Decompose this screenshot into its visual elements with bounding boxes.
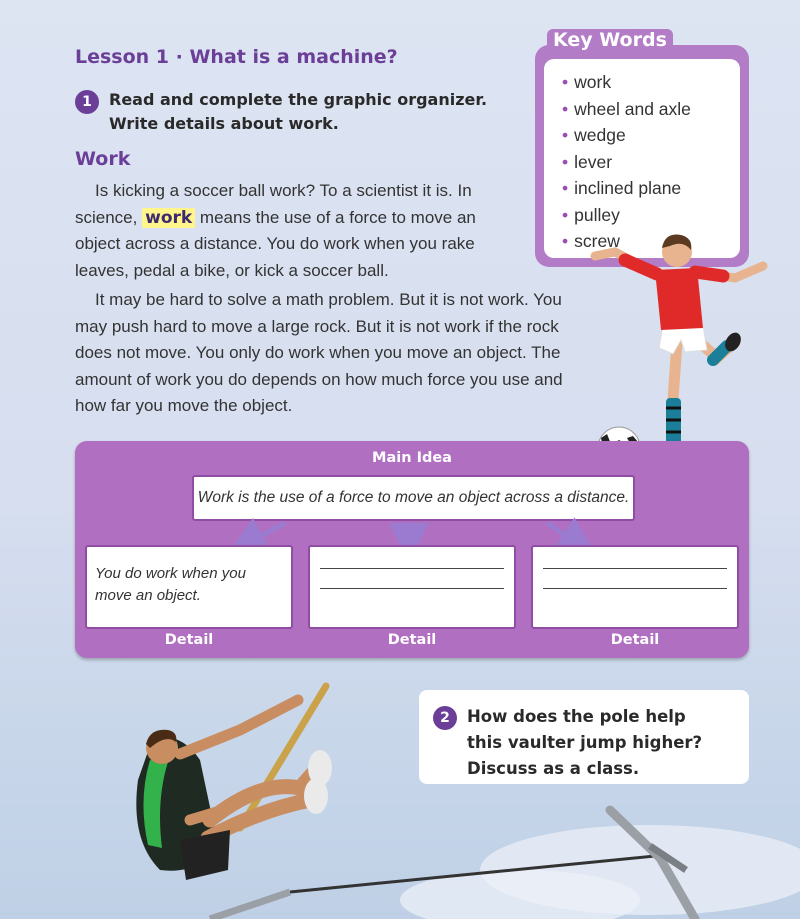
answer-line[interactable] — [320, 588, 504, 589]
detail-box-2[interactable] — [308, 545, 516, 629]
key-word-item: • screw — [562, 228, 740, 255]
graphic-organizer — [75, 441, 749, 658]
detail-label-2: Detail — [387, 632, 437, 648]
lesson-title: Lesson 1 · What is a machine? — [75, 46, 398, 68]
activity-1-instruction: Read and complete the graphic organizer. Write details about work. — [109, 90, 488, 133]
answer-line[interactable] — [543, 588, 727, 589]
arrow-left — [245, 523, 285, 545]
activity-2-number: 2 — [433, 706, 457, 730]
arrow-right — [547, 523, 580, 545]
detail-label-3: Detail — [610, 632, 660, 648]
detail-label-1: Detail — [164, 632, 214, 648]
activity-1 — [75, 88, 495, 136]
detail-box-1 — [85, 545, 293, 629]
paragraph-1: Is kicking a soccer ball work? To a scientist it is. In science, work means the use of a force to move an object across a distance. You do work when you rake leaves, pedal a bike, or kick a soccer ball. — [75, 181, 476, 280]
key-word-item: • pulley — [562, 202, 740, 229]
key-words-title: Key Words — [547, 29, 673, 51]
key-words-list — [562, 69, 740, 255]
detail-box-3[interactable] — [531, 545, 739, 629]
activity-1-number: 1 — [75, 90, 99, 114]
keyword-highlight: work — [142, 208, 195, 228]
section-heading: Work — [75, 148, 131, 170]
key-word-item: • wheel and axle — [562, 96, 740, 123]
detail-1-text: You do work when you move an object. — [95, 565, 246, 604]
key-word-item: • wedge — [562, 122, 740, 149]
discussion-question: How does the pole help this vaulter jump higher? Discuss as a class. — [467, 707, 703, 778]
key-words-panel — [544, 59, 740, 258]
key-word-item: • lever — [562, 149, 740, 176]
main-idea-label: Main Idea — [372, 450, 452, 466]
key-word-item: • work — [562, 69, 740, 96]
answer-line[interactable] — [320, 568, 504, 569]
main-idea-box: Work is the use of a force to move an object across a distance. — [192, 475, 635, 521]
paragraph-2: It may be hard to solve a math problem. But it is not work. You may push hard to move a large rock. But it is not work if the rock does not move. You only do work when you move an object. The amount of work you do depends on how much force you use and how far you move the object. — [75, 290, 563, 415]
answer-line[interactable] — [543, 568, 727, 569]
key-word-item: • inclined plane — [562, 175, 740, 202]
discussion-question-box — [419, 690, 749, 784]
